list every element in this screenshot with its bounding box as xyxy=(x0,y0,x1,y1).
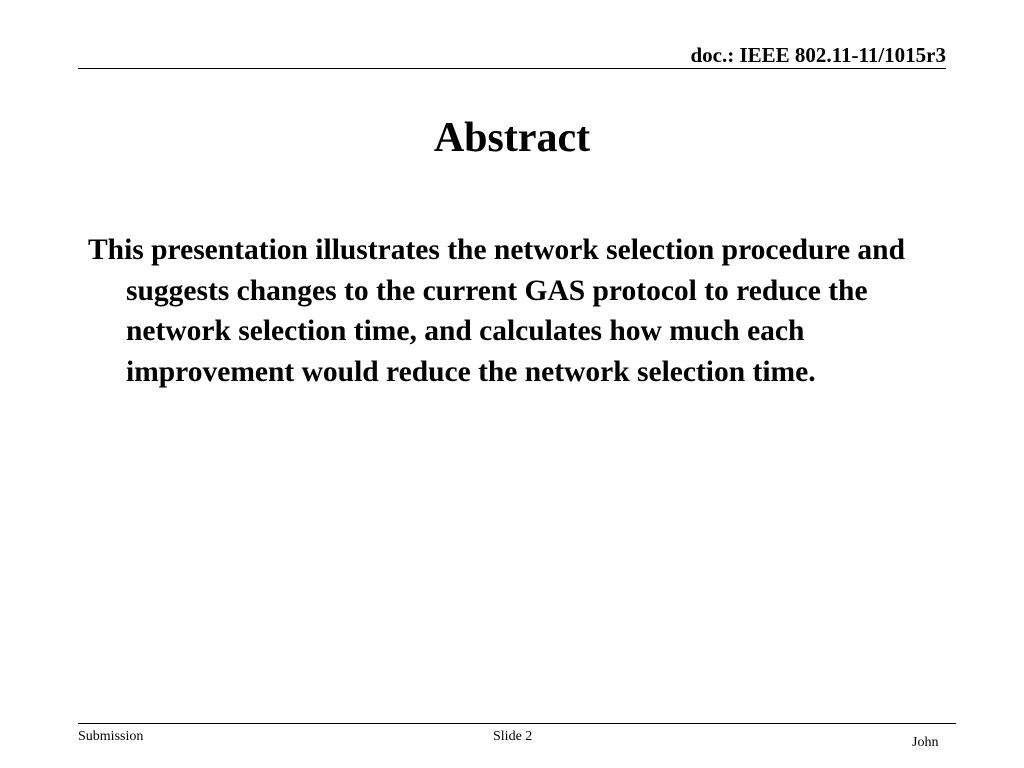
header-divider xyxy=(78,68,946,69)
footer-divider xyxy=(78,723,956,724)
footer-submission: Submission xyxy=(78,729,144,744)
abstract-paragraph: This presentation illustrates the network selection procedure and suggests changes to the current GAS protocol to reduce the network selection time, and calculates how much each improvement would reduce the network selection time. xyxy=(88,234,905,388)
document-id: doc.: IEEE 802.11-11/1015r3 xyxy=(690,43,946,67)
footer-slide-number: Slide 2 xyxy=(493,729,533,744)
footer-author: John xyxy=(912,735,939,750)
slide-title: Abstract xyxy=(433,115,591,161)
